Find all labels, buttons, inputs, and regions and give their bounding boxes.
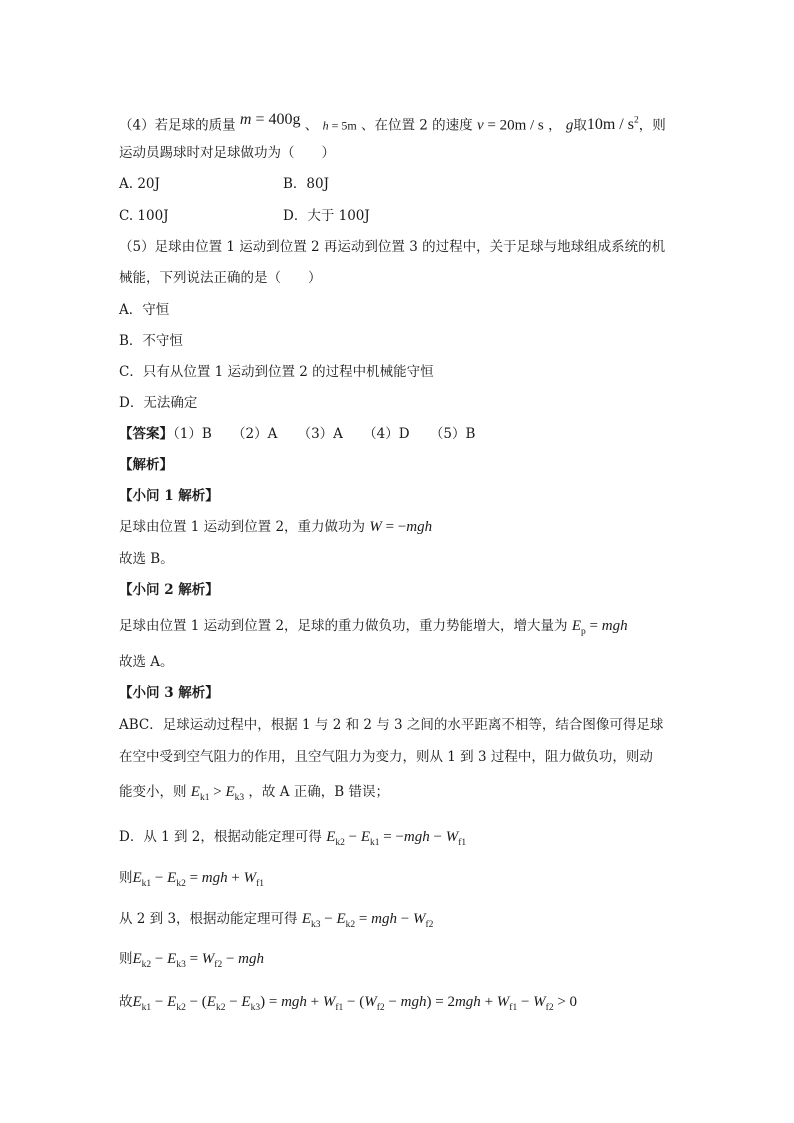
q5-stem-line-2: 械能，下列说法正确的是（ ）	[119, 270, 322, 286]
q4-option-c: C. 100J	[119, 208, 169, 224]
s3-line-4	[119, 827, 466, 853]
q4-stem-text-2: 、在位置 2 的速度	[360, 117, 473, 134]
s3-text-7: 则	[119, 951, 133, 967]
analysis-tag: 【解析】	[119, 457, 173, 473]
s2-text: 足球由位置 1 运动到位置 2，足球的重力做负功，重力势能增大，增大量为	[119, 618, 568, 634]
q4-option-d: D．大于 100J	[283, 208, 370, 224]
s3-line-3	[119, 782, 389, 808]
q4-stem-line-2: 运动员踢球时对足球做功为（ ）	[119, 145, 335, 161]
s3-eq-7: $E_{k2} - E_{k3} = W_{f2}$ − mgh	[132, 951, 265, 970]
s3-text-3a: 能变小，则	[119, 784, 187, 800]
s3-line-7	[119, 949, 264, 975]
q4-height-formula: h = 5m	[322, 118, 357, 133]
q5-stem-line-1: （5）足球由位置 1 运动到位置 2 再运动到位置 3 的过程中，关于足球与地球组成系统的机	[119, 239, 666, 255]
s3-eq-work-energy-1: $E_{k2} - E_{k1} = -mgh - W_{f1}$	[326, 829, 467, 848]
s3-line-2: 在空中受到空气阻力的作用，且空气阻力为变力，则从 1 到 3 过程中，阻力做负功，则动	[119, 749, 653, 765]
s3-text-5: 则	[119, 870, 133, 886]
s1-text: 足球由位置 1 运动到位置 2，重力做功为	[119, 519, 366, 535]
q5-option-d: D．无法确定	[119, 395, 198, 411]
s1-equation: W = −mgh	[369, 519, 433, 535]
s3-eq-work-energy-2: $E_{k3} - E_{k2}$ = mgh − $W_{f2}$	[301, 911, 434, 930]
q4-take-text: 取	[573, 117, 587, 134]
s3-text-6: 从 2 到 3，根据动能定理可得	[119, 911, 298, 927]
q4-stem-text-3: ，则	[638, 117, 666, 134]
q4-separator: 、	[304, 117, 319, 134]
s1-line-2: 故选 B。	[119, 551, 174, 567]
s2-line-2: 故选 A。	[119, 654, 174, 670]
q4-comma: ，	[548, 117, 562, 134]
q4-g-value: $10m / s^2$	[586, 116, 639, 134]
s1-line-1	[119, 517, 432, 537]
s3-tag: 【小问 3 解析】	[119, 685, 219, 701]
s3-text-4: D．从 1 到 2，根据动能定理可得	[119, 829, 322, 845]
answer-tag: 【答案】	[119, 426, 173, 442]
q4-g-symbol: g	[565, 117, 574, 134]
s3-line-6	[119, 909, 433, 935]
answer-text: （1）B （2）A （3）A （4）D （5）B	[173, 426, 476, 442]
s2-line-1	[119, 616, 628, 642]
s3-text-8: 故	[119, 994, 133, 1010]
s3-eq-ek1-gt-ek3: $E_{k1} > E_{k3}$	[190, 784, 245, 803]
q5-option-a: A．守恒	[119, 302, 170, 318]
s2-equation: $E_p$ = mgh	[571, 618, 628, 637]
s1-tag: 【小问 1 解析】	[119, 488, 219, 504]
q4-mass-formula: m = 400g	[239, 111, 301, 129]
s3-line-1: ABC．足球运动过程中，根据 1 与 2 和 2 与 3 之间的水平距离不相等，结合图像可得足球	[119, 717, 664, 733]
s3-text-3b: ，故 A 正确，B 错误；	[248, 784, 389, 800]
q4-stem-line-1	[119, 111, 666, 135]
q5-option-c: C．只有从位置 1 运动到位置 2 的过程中机械能守恒	[119, 364, 434, 380]
answer-line	[119, 424, 475, 444]
q4-option-b: B．80J	[283, 176, 330, 192]
s3-line-5	[119, 868, 264, 894]
s3-eq-5: $E_{k1} - E_{k2}$ = mgh + $W_{f1}$	[132, 870, 265, 889]
s3-eq-8: $E_{k1} - E_{k2} - (E_{k2} - E_{k3})$ = mgh + $W_{f1} - (W_{f2} - mgh) = 2mgh + W_{f1} - W_{f2} > 0$	[132, 994, 578, 1013]
q5-option-b: B．不守恒	[119, 333, 183, 349]
q4-option-a: A. 20J	[119, 176, 160, 192]
s2-tag: 【小问 2 解析】	[119, 582, 219, 598]
q4-velocity-formula: v = 20m / s	[476, 117, 544, 134]
s3-line-8	[119, 992, 577, 1018]
q4-stem-text: （4）若足球的质量	[119, 117, 236, 134]
